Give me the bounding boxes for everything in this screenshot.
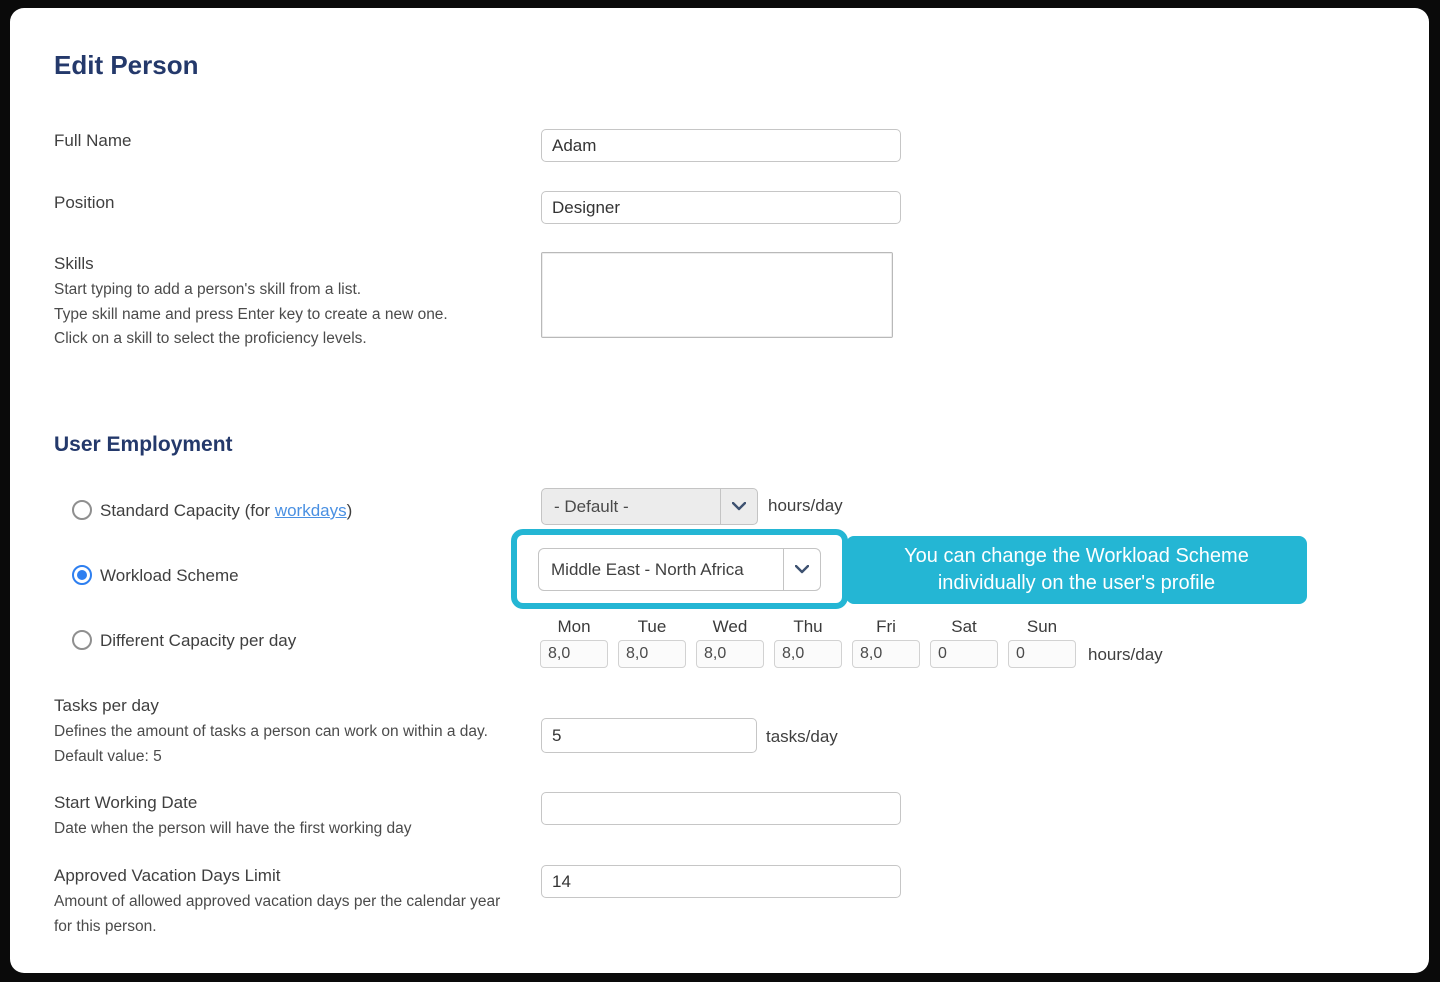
standard-capacity-label-after: ): [346, 501, 353, 520]
start-working-date-input[interactable]: [541, 792, 901, 825]
day-label-sat: Sat: [951, 617, 977, 636]
capacity-wed-input[interactable]: [696, 640, 764, 668]
vacation-days-limit-help-line-1: Amount of allowed approved vacation days per the calendar year: [54, 893, 501, 910]
vacation-days-limit-help-line-2: for this person.: [54, 917, 157, 935]
day-label-fri: Fri: [876, 617, 896, 636]
standard-capacity-radio[interactable]: [72, 500, 92, 520]
day-label-thu: Thu: [793, 617, 823, 636]
vacation-days-limit-input[interactable]: [541, 865, 901, 898]
edit-person-panel: [10, 8, 1429, 973]
day-label-mon: Mon: [557, 617, 591, 636]
chevron-down-icon: [783, 549, 820, 590]
page-title: Edit Person: [54, 50, 199, 80]
day-label-wed: Wed: [712, 617, 748, 636]
tasks-per-day-input[interactable]: [541, 718, 757, 753]
callout-line-1: You can change the Workload Scheme: [904, 545, 1249, 567]
skills-help-line-2: Type skill name and press Enter key to create a new one.: [54, 305, 448, 323]
tasks-per-day-label: Tasks per day: [54, 696, 159, 715]
skills-help-line-3: Click on a skill to select the proficiency levels.: [54, 330, 367, 347]
capacity-sun-input[interactable]: [1008, 640, 1076, 668]
position-input[interactable]: [541, 191, 901, 224]
standard-capacity-unit: hours/day: [768, 496, 843, 515]
capacity-fri-input[interactable]: [852, 640, 920, 668]
vacation-days-limit-label: Approved Vacation Days Limit: [54, 866, 281, 885]
workload-scheme-callout: [846, 536, 1307, 604]
callout-line-2: individually on the user's profile: [937, 572, 1216, 594]
standard-capacity-select-value: - Default -: [554, 496, 629, 516]
workload-scheme-select-value: Middle East - North Africa: [551, 559, 744, 579]
capacity-sat-input[interactable]: [930, 640, 998, 668]
position-label: Position: [54, 193, 115, 212]
tasks-per-day-help-line-1: Defines the amount of tasks a person can work on within a day.: [54, 723, 488, 740]
workload-scheme-label: Workload Scheme: [100, 566, 239, 585]
tasks-per-day-help-line-2: Default value: 5: [54, 747, 162, 765]
workload-scheme-select[interactable]: [538, 548, 821, 591]
workload-scheme-radio[interactable]: [72, 565, 92, 585]
different-capacity-label: Different Capacity per day: [100, 631, 297, 650]
skills-help: [54, 278, 448, 352]
vacation-days-limit-help: [54, 890, 500, 939]
capacity-tue-input[interactable]: [618, 640, 686, 668]
full-name-label: Full Name: [54, 131, 132, 150]
standard-capacity-label-before: Standard Capacity (for: [100, 501, 275, 520]
standard-capacity-select[interactable]: [541, 488, 758, 525]
chevron-down-icon: [720, 489, 757, 524]
standard-capacity-label: [100, 501, 352, 521]
day-label-sun: Sun: [1026, 617, 1058, 636]
skills-label: Skills: [54, 254, 94, 273]
full-name-input[interactable]: [541, 129, 901, 162]
different-capacity-radio[interactable]: [72, 630, 92, 650]
start-working-date-label: Start Working Date: [54, 793, 198, 812]
day-label-tue: Tue: [637, 617, 667, 636]
tasks-per-day-unit: tasks/day: [766, 727, 838, 746]
tasks-per-day-help: [54, 720, 488, 769]
skills-help-line-1: Start typing to add a person's skill from a list.: [54, 281, 362, 298]
different-capacity-unit: hours/day: [1088, 645, 1163, 664]
capacity-thu-input[interactable]: [774, 640, 842, 668]
start-working-date-help: Date when the person will have the first working day: [54, 820, 412, 837]
user-employment-heading: User Employment: [54, 433, 233, 456]
skills-input[interactable]: [541, 252, 893, 338]
capacity-mon-input[interactable]: [540, 640, 608, 668]
workload-scheme-highlight: [511, 529, 848, 609]
workdays-link[interactable]: workdays: [274, 501, 347, 520]
